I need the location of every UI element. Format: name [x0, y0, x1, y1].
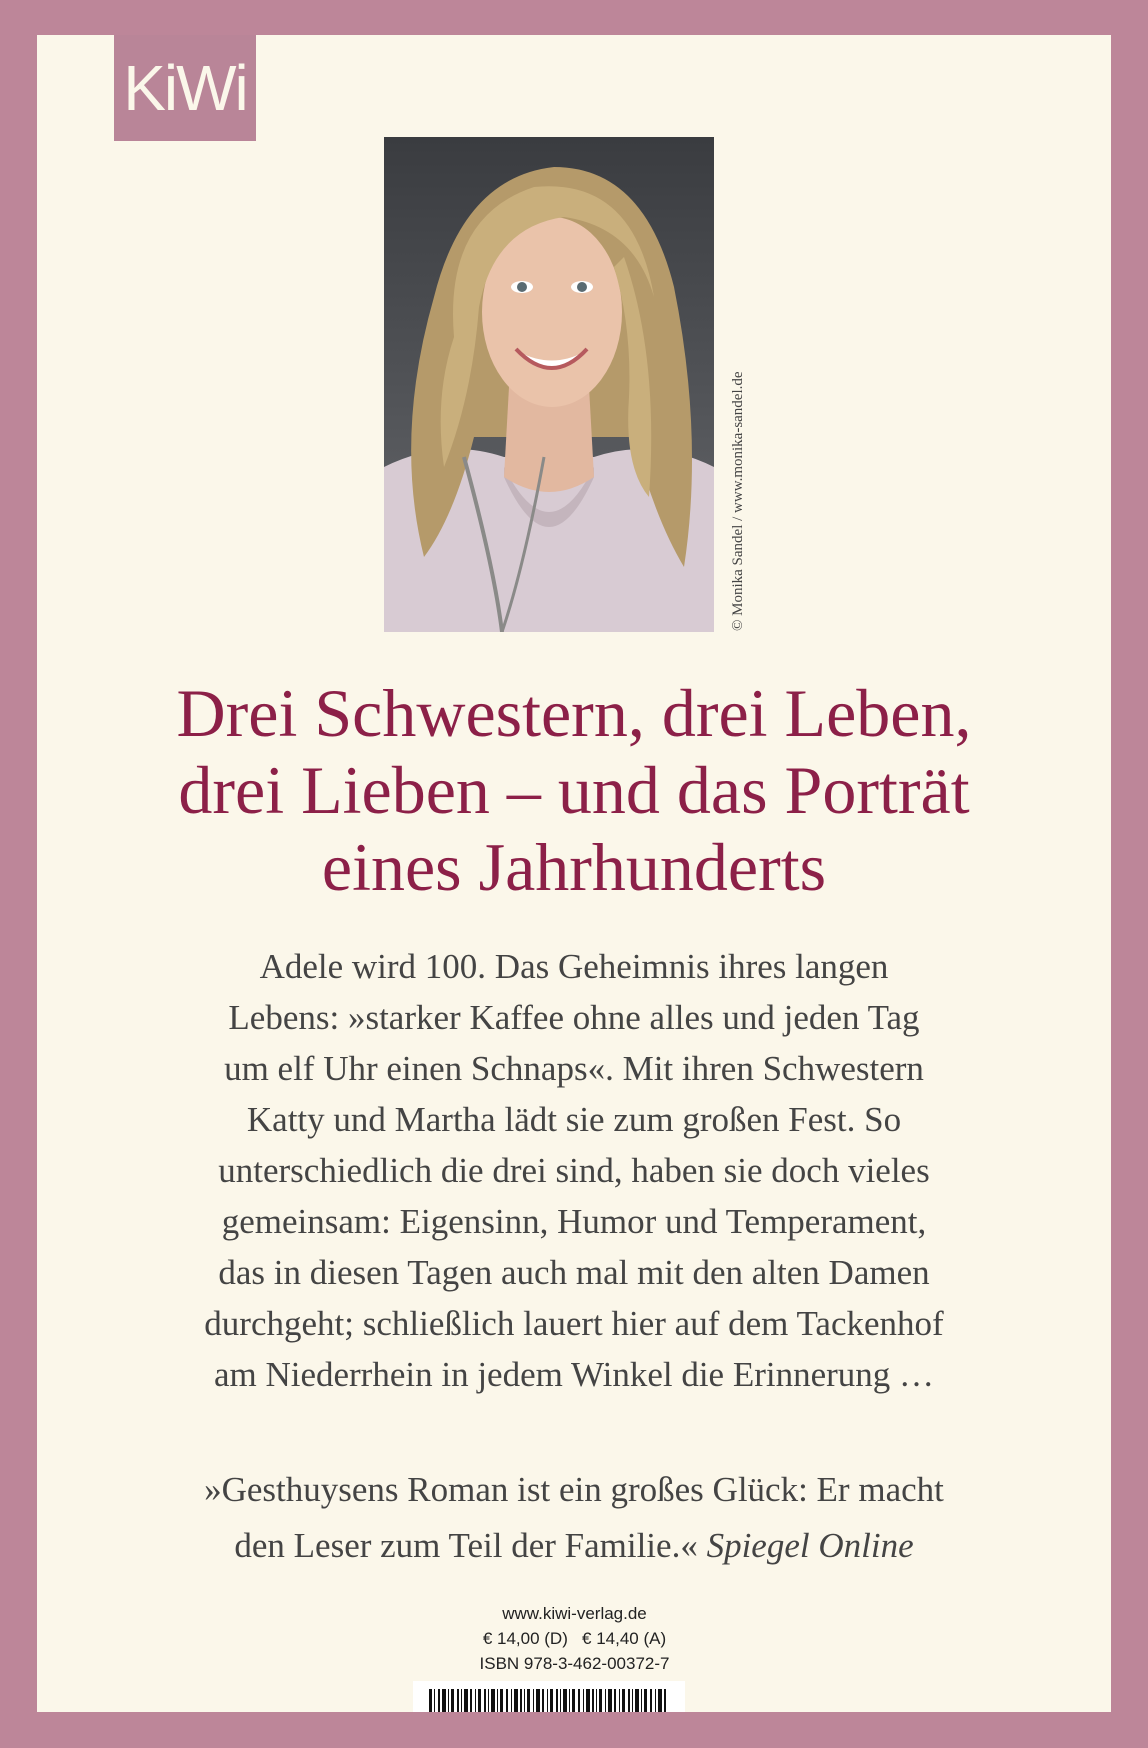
- blurb-line: um elf Uhr einen Schnaps«. Mit ihren Schwestern: [224, 1049, 924, 1088]
- blurb-line: Adele wird 100. Das Geheimnis ihres langen: [259, 947, 889, 986]
- headline-line: eines Jahrhunderts: [321, 829, 827, 905]
- photo-credit: © Monika Sandel / www.monika-sandel.de: [730, 371, 746, 631]
- blurb-line: durchgeht; schließlich lauert hier auf dem Tackenhof: [204, 1304, 944, 1343]
- blurb-line: unterschiedlich die drei sind, haben sie doch vieles: [218, 1151, 930, 1190]
- barcode: [413, 1681, 685, 1712]
- headline: [97, 675, 1051, 906]
- blurb-line: das in diesen Tagen auch mal mit den alten Damen: [218, 1253, 930, 1292]
- publisher-info: [437, 1601, 712, 1676]
- review-quote: [97, 1462, 1051, 1574]
- price: € 14,00 (D) € 14,40 (A): [482, 1629, 667, 1648]
- isbn: ISBN 978-3-462-00372-7: [479, 1654, 670, 1673]
- quote-line-2: [97, 1518, 1051, 1574]
- barcode-icon: [429, 1689, 669, 1712]
- blurb-line: Katty und Martha lädt sie zum großen Fest. So: [246, 1100, 902, 1139]
- blurb-line: Lebens: »starker Kaffee ohne alles und jeden Tag: [228, 998, 920, 1037]
- publisher-url: www.kiwi-verlag.de: [502, 1604, 647, 1623]
- book-back-cover: [37, 35, 1111, 1712]
- quote-line-1: »Gesthuysens Roman ist ein großes Glück: Er macht: [204, 1470, 944, 1509]
- blurb-line: am Niederrhein in jedem Winkel die Erinnerung …: [213, 1355, 935, 1394]
- logo-text: KiWi: [123, 52, 247, 124]
- blurb-line: gemeinsam: Eigensinn, Humor und Temperament,: [221, 1202, 927, 1241]
- quote-source: Spiegel Online: [706, 1526, 914, 1565]
- kiwi-logo: [114, 35, 256, 141]
- author-photo: [384, 137, 714, 632]
- headline-line: Drei Schwestern, drei Leben,: [176, 675, 972, 751]
- blurb-text: [97, 941, 1051, 1400]
- headline-line: drei Lieben – und das Porträt: [178, 752, 970, 828]
- quote-text: den Leser zum Teil der Familie.«: [234, 1526, 698, 1565]
